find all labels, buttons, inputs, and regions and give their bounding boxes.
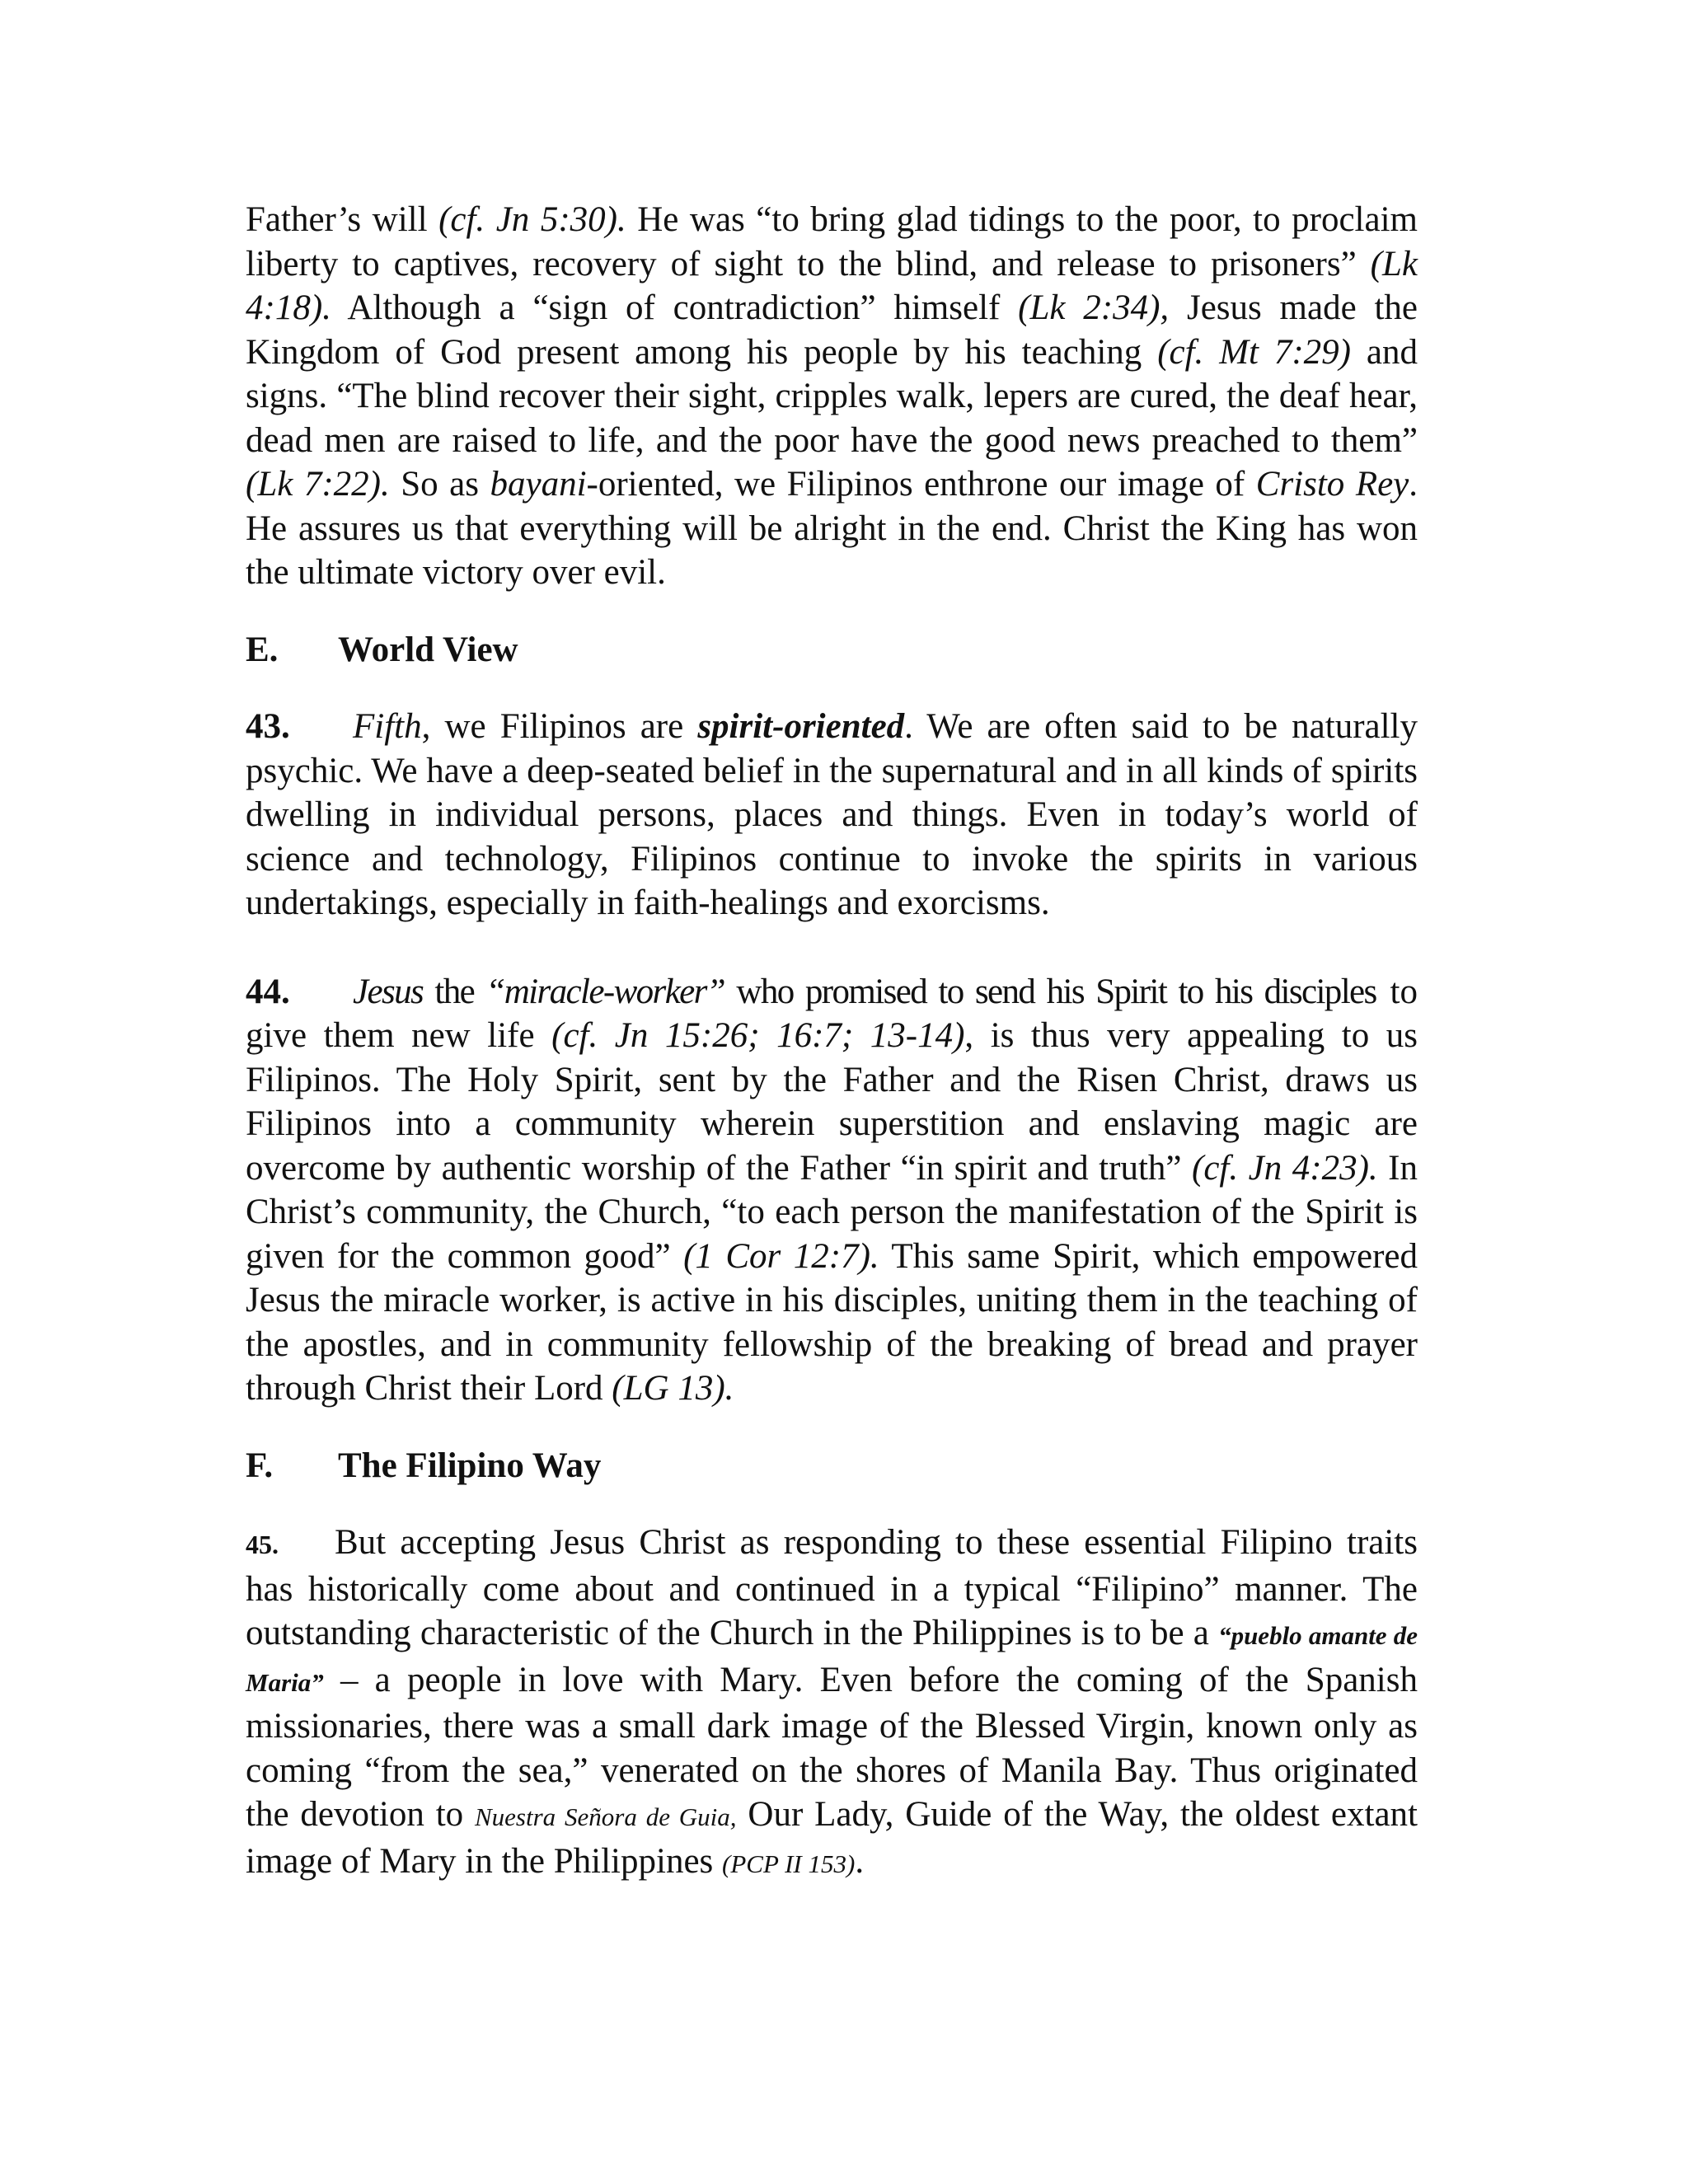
- emphasis-term: Cristo Rey: [1255, 465, 1409, 504]
- document-page: [246, 198, 1418, 1886]
- scripture-reference: (1 Cor 12:7).: [683, 1236, 879, 1276]
- paragraph-45: [246, 1521, 1418, 1886]
- text-run: This same Spirit, which empowered Jesus the miracle worker, is active in his disciples, uniting them in the teaching of the apostles, and in community fellowship of the breaking of bread and prayer through Christ their Lord: [246, 1236, 1418, 1408]
- text-run: Our Lady, Guide of the Way, the oldest extant image of Mary in the Philippines: [246, 1795, 1418, 1881]
- scripture-reference: (Lk 2:34),: [1018, 288, 1170, 327]
- emphasis-term: Nuestra Señora de Guia,: [475, 1802, 737, 1831]
- text-run: and signs. “The blind recover their sight, cripples walk, lepers are cured, the deaf hear, dead men are raised to life, and the poor have the good news preached to them”: [246, 332, 1418, 460]
- text-run: . We are often said to be naturally psychic. We have a deep-seated belief in the supernatural and in all kinds of spirits dwelling in individual persons, places and things. Even in today’s world of science and technology, Filipinos continue to invoke the spirits in various undertakings, especially in faith-healings and exorcisms.: [246, 707, 1418, 922]
- section-letter: F.: [246, 1446, 274, 1485]
- text-run: In Christ’s community, the Church, “to each person the manifestation of the Spirit is given for the common good”: [246, 1148, 1418, 1276]
- text-run: But accepting Jesus Christ as responding to these essential Filipino traits has historically come about and continued in a typical “Filipino” manner. The outstanding characteristic of the Church in the Philippines is to be a: [246, 1523, 1418, 1652]
- condensed-line: [353, 972, 1376, 1011]
- scripture-reference: (LG 13).: [612, 1369, 734, 1408]
- section-title: The Filipino Way: [338, 1446, 602, 1485]
- text-run: So as: [389, 465, 490, 504]
- text-run: He was “to bring glad tidings to the poor, to proclaim liberty to captives, recovery of sight to the blind, and release to prisoners”: [246, 200, 1418, 284]
- text-run: to give them new life: [246, 972, 1418, 1055]
- text-run: Although a “sign of contradiction” himself: [331, 288, 1019, 327]
- text-run: the: [423, 972, 486, 1011]
- section-letter: E.: [246, 630, 279, 669]
- text-run: Father’s will: [246, 200, 439, 239]
- scripture-reference: (cf. Jn 15:26; 16:7; 13-14): [551, 1016, 965, 1055]
- text-run: who promised to send his Spirit to his disciples: [724, 972, 1376, 1011]
- scripture-reference: (cf. Mt 7:29): [1157, 332, 1351, 372]
- scripture-reference: (Lk 7:22).: [246, 465, 390, 504]
- paragraph-number: 44.: [246, 972, 290, 1011]
- scripture-reference: (cf. Jn 5:30).: [438, 200, 626, 239]
- section-heading-e: [246, 628, 1418, 673]
- emphasis-term: “miracle-worker”: [485, 972, 725, 1011]
- quoted-phrase: “pueblo amante de Maria”: [246, 1621, 1418, 1697]
- text-run: -oriented, we Filipinos enthrone our image of: [586, 465, 1256, 504]
- text-run: , we Filipinos are: [421, 707, 698, 746]
- scripture-reference: (Lk 4:18).: [246, 244, 1418, 327]
- paragraph-44: [246, 970, 1418, 1411]
- key-term: spirit-oriented: [697, 707, 905, 746]
- section-heading-f: [246, 1444, 1418, 1488]
- text-run: . He assures us that everything will be alright in the end. Christ the King has won the ultimate victory over evil.: [246, 465, 1418, 592]
- document-reference: (PCP II 153): [722, 1849, 856, 1878]
- paragraph-42-continued: [246, 198, 1418, 595]
- text-run: Jesus made the Kingdom of God present among his people by his teaching: [246, 288, 1418, 372]
- emphasis-term: Jesus: [353, 972, 424, 1011]
- emphasis-term: Fifth: [353, 707, 422, 746]
- section-title: World View: [338, 630, 518, 669]
- text-run: – a people in love with Mary. Even before the coming of the Spanish missionaries, there was a small dark image of the Blessed Virgin, known only as coming “from the sea,” venerated on the shores of Manila Bay. Thus originated the devotion to: [246, 1660, 1418, 1834]
- scripture-reference: (cf. Jn 4:23).: [1192, 1148, 1378, 1188]
- emphasis-term: bayani: [490, 465, 587, 504]
- text-run: , is thus very appealing to us Filipinos. The Holy Spirit, sent by the Father and the Risen Christ, draws us Filipinos into a community wherein superstition and enslaving magic are overcome by authentic worship of the Father “in spirit and truth”: [246, 1016, 1418, 1188]
- paragraph-number: 45.: [246, 1530, 279, 1559]
- text-run: .: [855, 1841, 865, 1881]
- paragraph-number: 43.: [246, 707, 290, 746]
- paragraph-43: [246, 705, 1418, 926]
